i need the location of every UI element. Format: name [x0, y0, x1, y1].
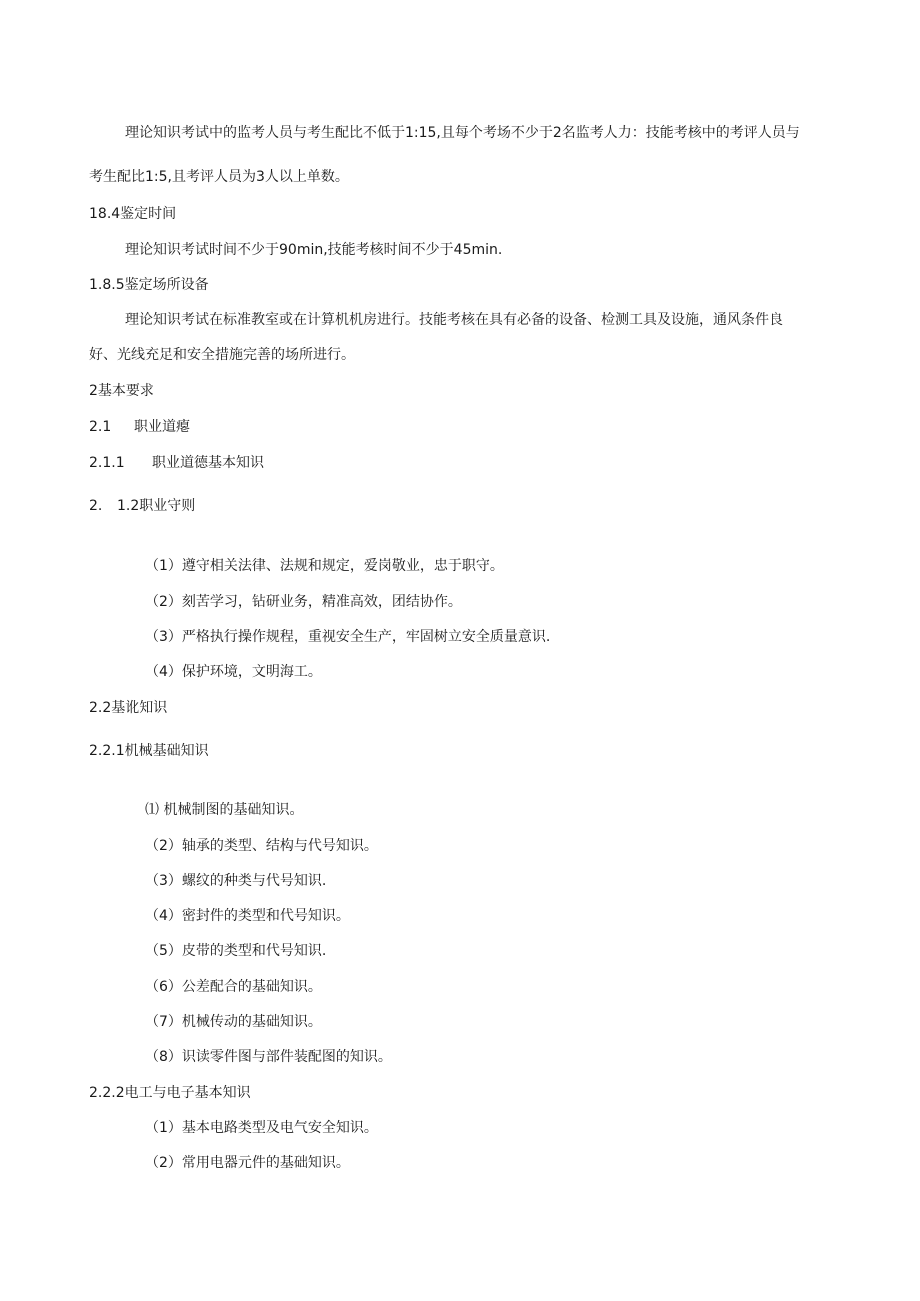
list-item: （2）常用电器元件的基础知识。 [145, 1155, 350, 1171]
paragraph-text: 理论知识考试中的监考人员与考生配比不低于1:15,且每个考场不少于2名监考人力：技能考核中的考评人员与 [125, 125, 800, 141]
paragraph-text: 考生配比1:5,且考评人员为3人以上单数。 [89, 169, 349, 185]
section-heading: 1.8.5鉴定场所设备 [89, 277, 209, 293]
paragraph-text: 好、光线充足和安全措施完善的场所进行。 [89, 347, 355, 363]
list-item: （3）螺纹的种类与代号知识. [145, 873, 327, 889]
heading-text: 职业道德基本知识 [152, 455, 264, 471]
paragraph-text: 理论知识考试在标准教室或在计算机机房进行。技能考核在具有必备的设备、检测工具及设施，通风条件良 [125, 312, 783, 328]
list-item: （5）皮带的类型和代号知识. [145, 943, 327, 959]
list-item: （1）遵守相关法律、法规和规定，爱岗敬业，忠于职守。 [145, 558, 504, 574]
list-item: ⑴ 机械制图的基础知识。 [145, 802, 304, 818]
heading-number: 2.1.1 [89, 455, 125, 471]
heading-number: 2. [89, 498, 103, 514]
list-item: （8）识读零件图与部件装配图的知识。 [145, 1049, 392, 1065]
list-item: （2）轴承的类型、结构与代号知识。 [145, 838, 378, 854]
section-heading [89, 454, 264, 472]
section-heading: 2基本要求 [89, 383, 154, 399]
list-item: （6）公差配合的基础知识。 [145, 979, 322, 995]
section-heading: 18.4鉴定时间 [89, 206, 177, 222]
section-heading: 2.2基讹知识 [89, 700, 168, 716]
list-item: （3）严格执行操作规程，重视安全生产，牢固树立安全质量意识. [145, 629, 551, 645]
list-item: （1）基本电路类型及电气安全知识。 [145, 1120, 378, 1136]
list-item: （4）密封件的类型和代号知识。 [145, 908, 350, 924]
list-item: （7）机械传动的基础知识。 [145, 1014, 322, 1030]
heading-number: 2.1 [89, 419, 112, 435]
list-item: （4）保护环境，文明海工。 [145, 664, 322, 680]
heading-text: 职业道瘪 [134, 419, 190, 435]
heading-text: 1.2职业守则 [117, 498, 196, 514]
section-heading [89, 418, 190, 436]
section-heading: 2.2.1机械基础知识 [89, 743, 209, 759]
paragraph-text: 理论知识考试时间不少于90min,技能考核时间不少于45min. [125, 242, 503, 258]
section-heading: 2.2.2电工与电子基本知识 [89, 1085, 251, 1101]
list-item: （2）刻苦学习，钻研业务，精准高效，团结协作。 [145, 594, 462, 610]
section-heading [89, 497, 195, 515]
